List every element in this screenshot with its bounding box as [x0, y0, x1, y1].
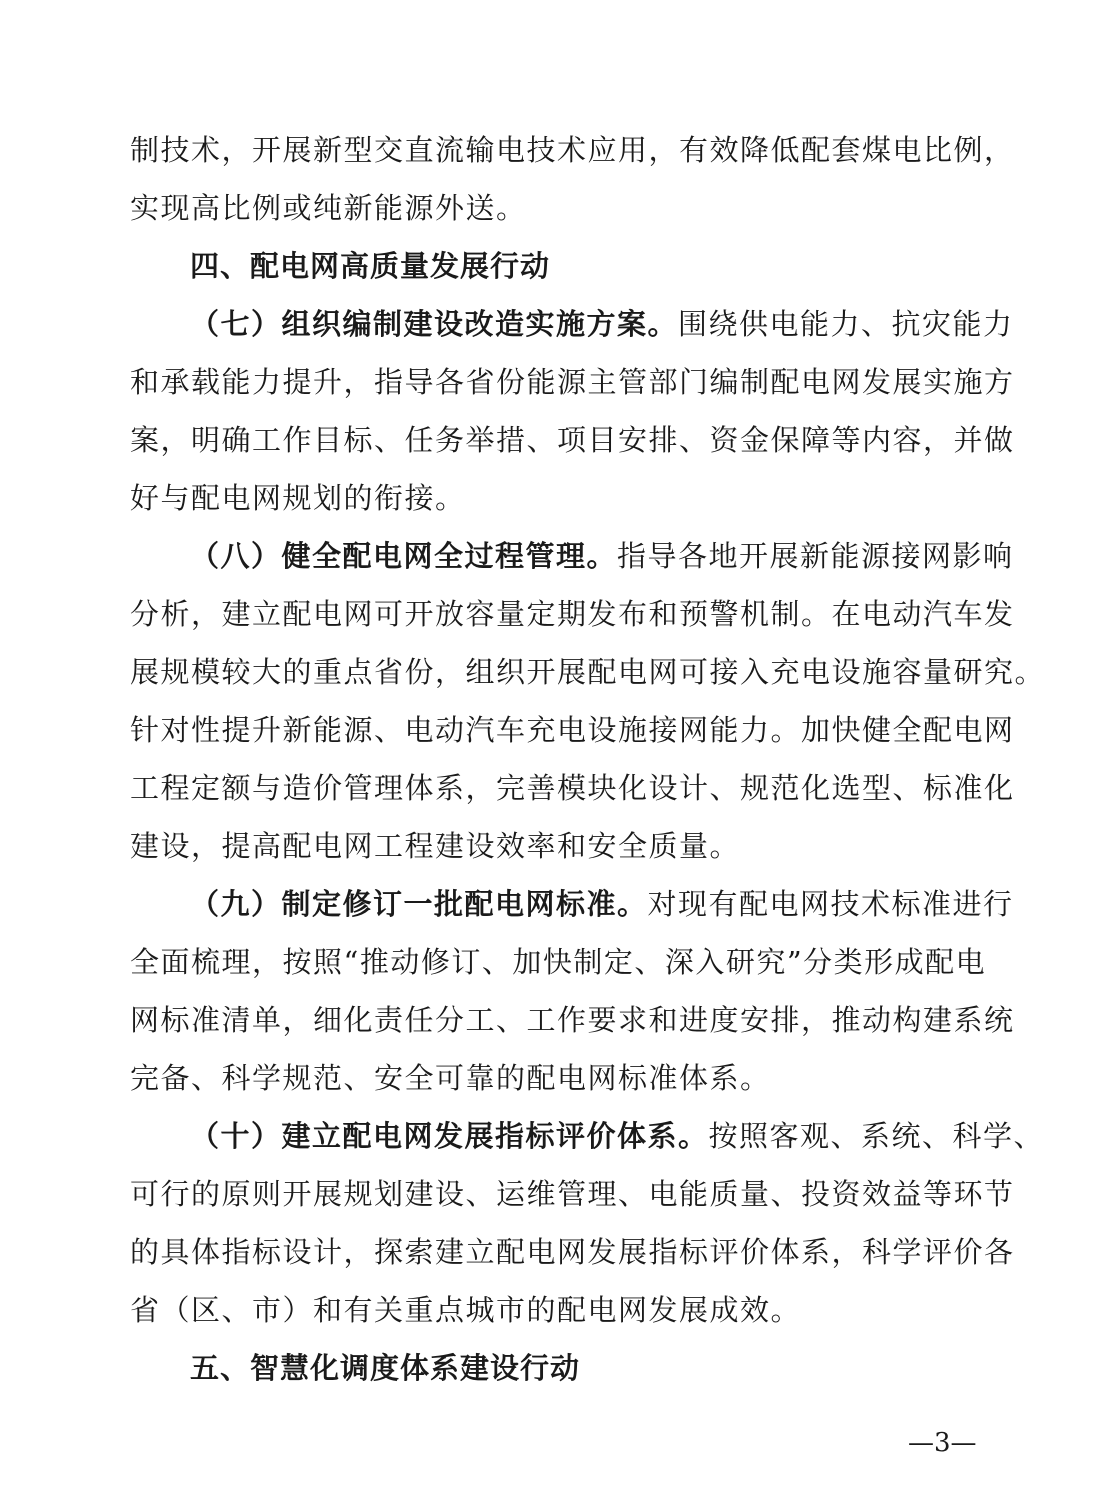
paragraph-first-line: [190, 1116, 1070, 1156]
paragraph-first-line: [190, 884, 1070, 924]
body-text-line: 省（区、市）和有关重点城市的配电网发展成效。: [130, 1293, 802, 1327]
body-text-line: 展规模较大的重点省份，组织开展配电网可接入充电设施容量研究。: [130, 655, 1046, 689]
paragraph-first-line: [190, 536, 1070, 576]
body-text-line: 案，明确工作目标、任务举措、项目安排、资金保障等内容，并做: [130, 423, 1015, 457]
page-number: —3—: [908, 1428, 977, 1458]
body-text-line: 完备、科学规范、安全可靠的配电网标准体系。: [130, 1061, 771, 1095]
body-text-line: 全面梳理，按照“推动修订、加快制定、深入研究”分类形成配电: [130, 945, 987, 979]
body-text-line: 工程定额与造价管理体系，完善模块化设计、规范化选型、标准化: [130, 771, 1015, 805]
body-text-line: 的具体指标设计，探索建立配电网发展指标评价体系，科学评价各: [130, 1235, 1015, 1269]
body-text-line: 实现高比例或纯新能源外送。: [130, 191, 527, 225]
paragraph-text: 围绕供电能力、抗灾能力: [678, 307, 1014, 341]
paragraph-text: 按照客观、系统、科学、: [708, 1119, 1045, 1153]
paragraph-first-line: [190, 304, 1070, 344]
section-heading: 五、智慧化调度体系建设行动: [190, 1351, 581, 1385]
section-heading: 四、配电网高质量发展行动: [190, 249, 551, 283]
paragraph-text: 对现有配电网技术标准进行: [647, 887, 1014, 921]
body-text-line: 针对性提升新能源、电动汽车充电设施接网能力。加快健全配电网: [130, 713, 1015, 747]
paragraph-text: 指导各地开展新能源接网影响: [617, 539, 1014, 573]
paragraph-lead: （十）建立配电网发展指标评价体系。: [190, 1119, 709, 1153]
paragraph-lead: （九）制定修订一批配电网标准。: [190, 887, 648, 921]
paragraph-lead: （七）组织编制建设改造实施方案。: [190, 307, 679, 341]
body-text-line: 分析，建立配电网可开放容量定期发布和预警机制。在电动汽车发: [130, 597, 1015, 631]
body-text-line: 建设，提高配电网工程建设效率和安全质量。: [130, 829, 741, 863]
body-text-line: 网标准清单，细化责任分工、工作要求和进度安排，推动构建系统: [130, 1003, 1015, 1037]
paragraph-lead: （八）健全配电网全过程管理。: [190, 539, 618, 573]
body-text-line: 好与配电网规划的衔接。: [130, 481, 466, 515]
body-text-line: 可行的原则开展规划建设、运维管理、电能质量、投资效益等环节: [130, 1177, 1015, 1211]
body-text-line: 和承载能力提升，指导各省份能源主管部门编制配电网发展实施方: [130, 365, 1015, 399]
body-text-line: 制技术，开展新型交直流输电技术应用，有效降低配套煤电比例，: [130, 133, 1015, 167]
